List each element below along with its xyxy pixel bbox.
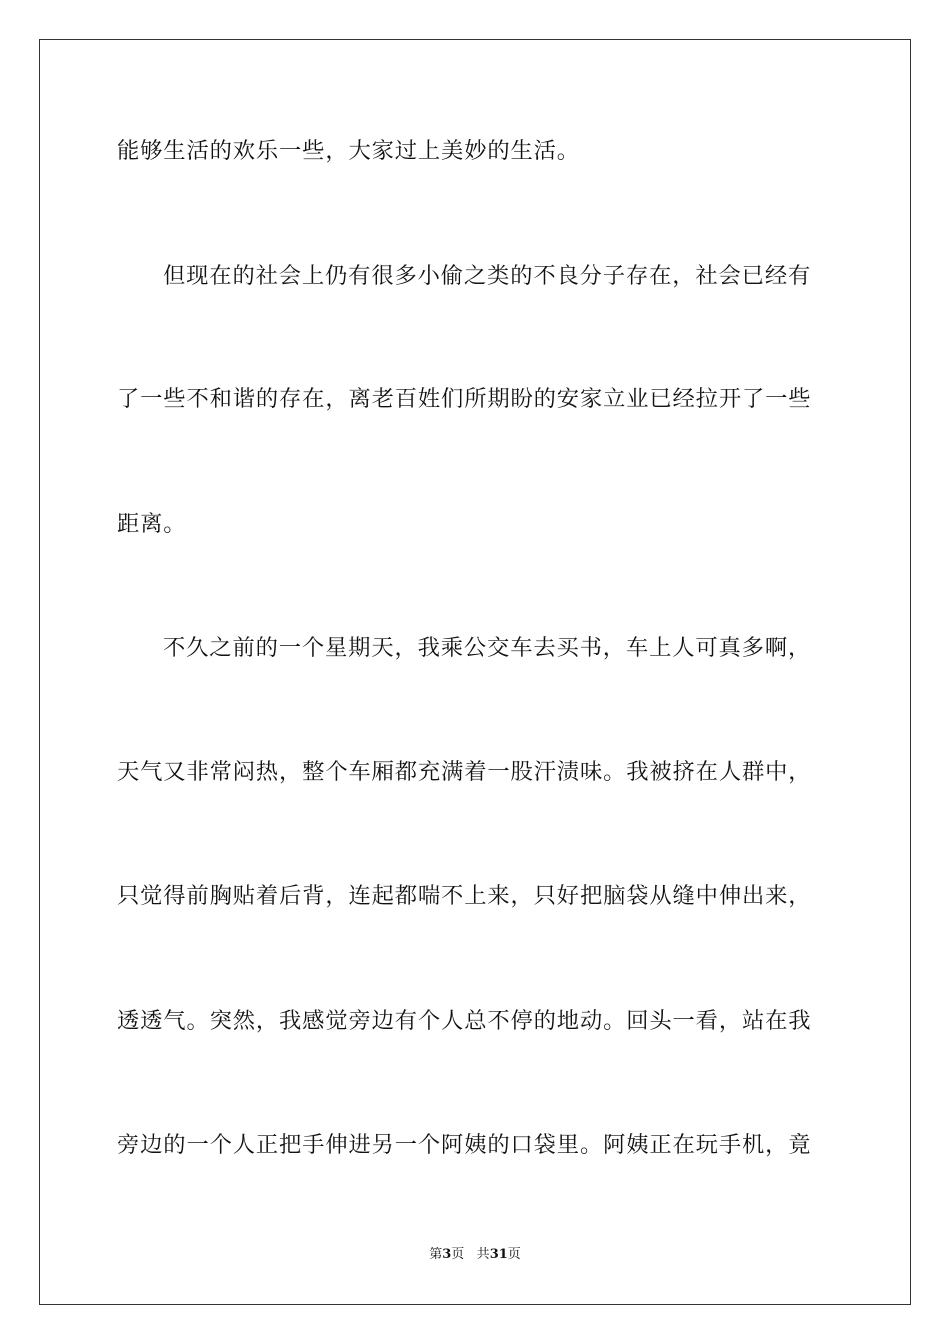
text-line-3: 了一些不和谐的存在，离老百姓们所期盼的安家立业已经拉开了一些 xyxy=(117,386,812,412)
text-line-9: 旁边的一个人正把手伸进另一个阿姨的口袋里。阿姨正在玩手机，竟 xyxy=(117,1132,812,1158)
footer-page-prefix: 第 xyxy=(429,1247,443,1262)
text-line-7: 只觉得前胸贴着后背，连起都喘不上来，只好把脑袋从缝中伸出来， xyxy=(117,883,812,909)
text-line-2: 但现在的社会上仍有很多小偷之类的不良分子存在，社会已经有 xyxy=(163,263,812,289)
text-line-8: 透透气。突然，我感觉旁边有个人总不停的地动。回头一看，站在我 xyxy=(117,1008,812,1034)
footer-page-number: 3 xyxy=(442,1247,452,1262)
page-border xyxy=(39,39,911,1305)
footer-page-suffix: 页 xyxy=(451,1247,465,1262)
text-line-6: 天气又非常闷热，整个车厢都充满着一股汗渍味。我被挤在人群中， xyxy=(117,759,812,785)
footer-total-suffix: 页 xyxy=(507,1247,521,1262)
footer-total-prefix: 共 xyxy=(476,1247,490,1262)
page-footer xyxy=(0,1246,950,1264)
text-line-5: 不久之前的一个星期天，我乘公交车去买书，车上人可真多啊， xyxy=(163,635,812,661)
text-line-1: 能够生活的欢乐一些，大家过上美妙的生活。 xyxy=(117,138,580,164)
footer-total-pages: 31 xyxy=(489,1247,508,1262)
text-line-4: 距离。 xyxy=(117,511,187,537)
